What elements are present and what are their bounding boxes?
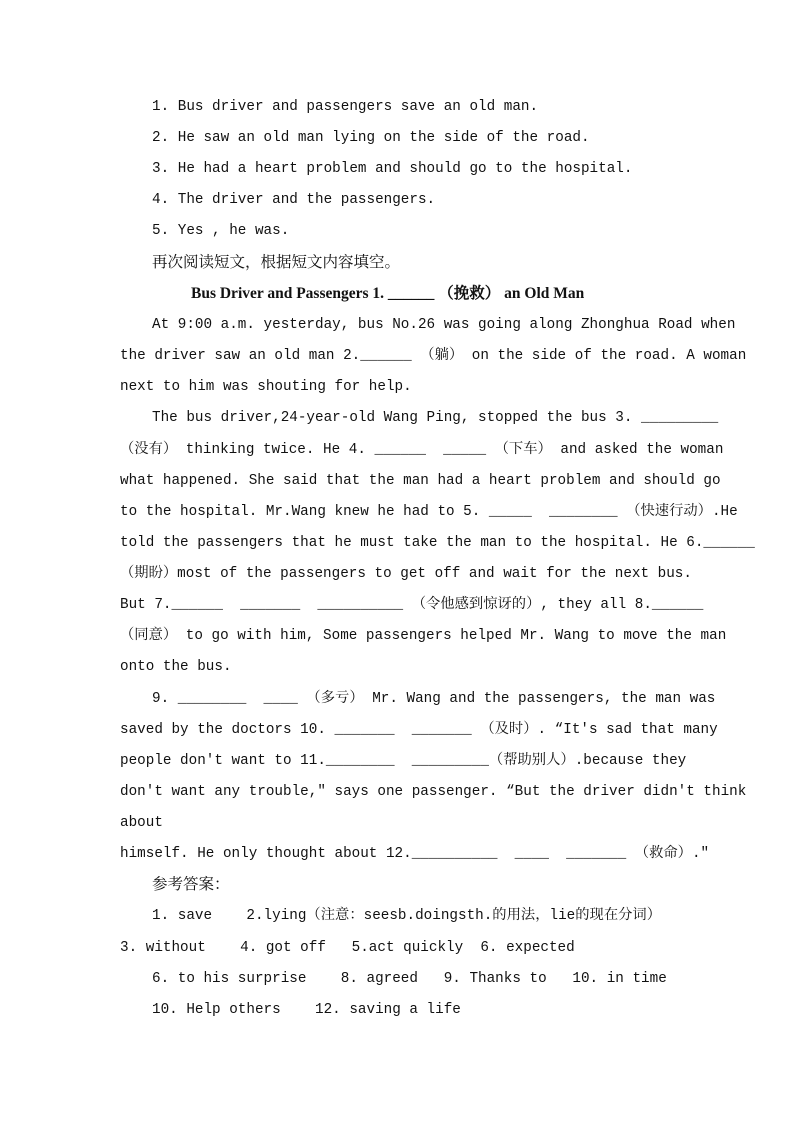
passage-line: don't want any trouble," says one passenger. “But the driver didn't think xyxy=(120,784,747,800)
passage-line: saved by the doctors 10. _______ _______ （及时）. “It's sad that many xyxy=(120,722,718,738)
passage-line: about xyxy=(120,815,163,831)
intro-answer-1: 1. Bus driver and passengers save an old man. xyxy=(152,99,539,115)
intro-answer-3: 3. He had a heart problem and should go to the hospital. xyxy=(152,161,633,177)
passage-line: next to him was shouting for help. xyxy=(120,379,412,395)
passage-line: （没有） thinking twice. He 4. ______ _____ （下车） and asked the woman xyxy=(120,442,724,458)
passage-line: what happened. She said that the man had a heart problem and should go xyxy=(120,473,721,489)
passage-line: The bus driver,24-year-old Wang Ping, stopped the bus 3. _________ xyxy=(152,410,719,426)
answer-key-heading: 参考答案： xyxy=(152,876,230,893)
answer-key-line: 1. save 2.lying（注意：seesb.doingsth.的用法，lie的现在分词） xyxy=(152,908,662,924)
passage-line: told the passengers that he must take the man to the hospital. He 6.______ xyxy=(120,535,755,551)
passage-line: （期盼）most of the passengers to get off and wait for the next bus. xyxy=(120,566,692,582)
passage-line: 9. ________ ____ （多亏） Mr. Wang and the passengers, the man was xyxy=(152,691,716,707)
intro-answer-4: 4. The driver and the passengers. xyxy=(152,192,436,208)
passage-line: the driver saw an old man 2.______ （躺） on the side of the road. A woman xyxy=(120,348,747,364)
passage-title: Bus Driver and Passengers 1. ______ （挽救） an Old Man xyxy=(191,285,585,302)
passage-line: onto the bus. xyxy=(120,659,232,675)
passage-line: people don't want to 11.________ _________（帮助别人）.because they xyxy=(120,753,687,769)
answer-key-line: 10. Help others 12. saving a life xyxy=(152,1002,461,1018)
instruction: 再次阅读短文，根据短文内容填空。 xyxy=(152,254,401,271)
passage-line: At 9:00 a.m. yesterday, bus No.26 was going along Zhonghua Road when xyxy=(152,317,736,333)
intro-answer-2: 2. He saw an old man lying on the side of the road. xyxy=(152,130,590,146)
passage-line: But 7.______ _______ __________ （令他感到惊讶的）, they all 8.______ xyxy=(120,597,704,613)
answer-key-line: 3. without 4. got off 5.act quickly 6. expected xyxy=(120,940,575,956)
intro-answer-5: 5. Yes , he was. xyxy=(152,223,290,239)
passage-line: （同意） to go with him, Some passengers helped Mr. Wang to move the man xyxy=(120,628,727,644)
answer-key-line: 6. to his surprise 8. agreed 9. Thanks to 10. in time xyxy=(152,971,667,987)
passage-line: to the hospital. Mr.Wang knew he had to 5. _____ ________ （快速行动）.He xyxy=(120,504,738,520)
passage-line: himself. He only thought about 12.__________ ____ _______ （救命）." xyxy=(120,846,710,862)
